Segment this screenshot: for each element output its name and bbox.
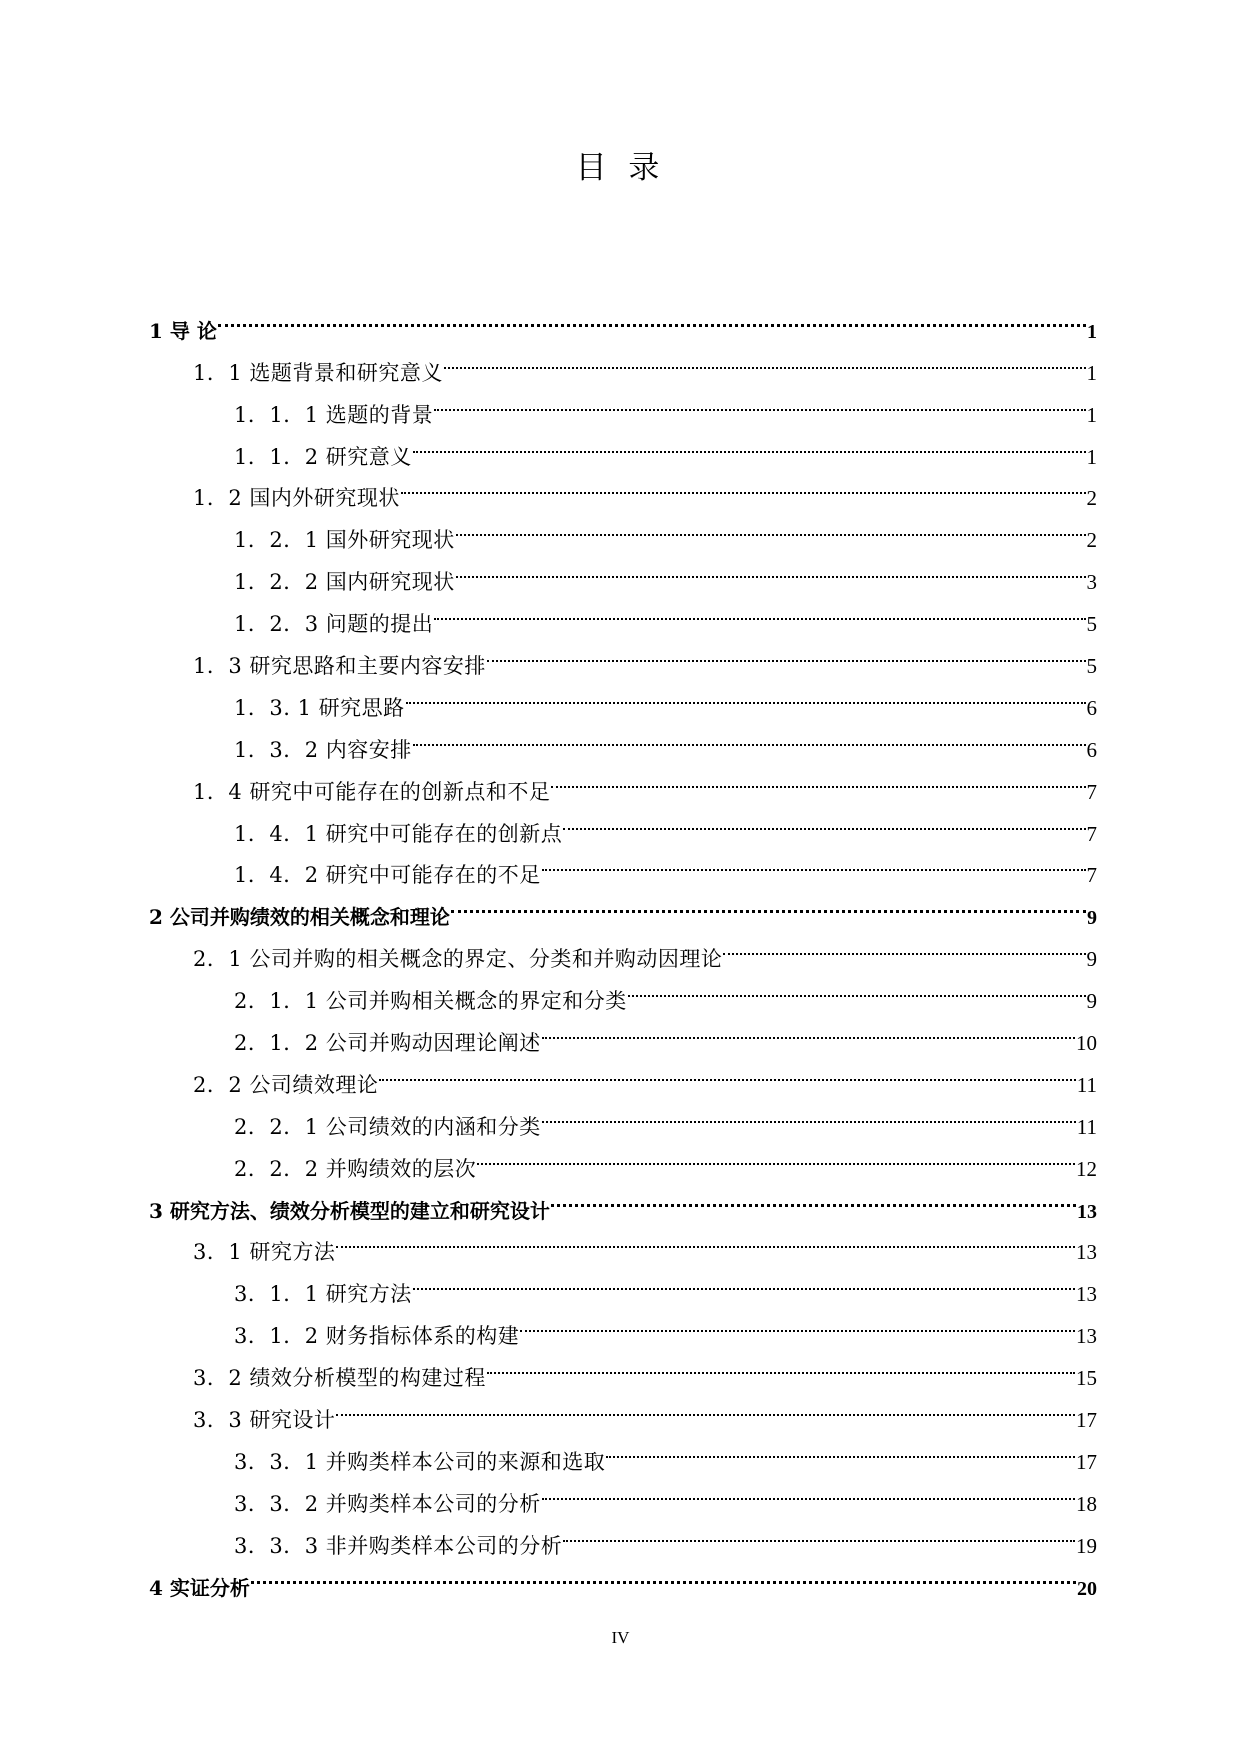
dot-leader xyxy=(542,1008,1075,1050)
dot-leader xyxy=(487,1343,1075,1385)
dot-leader xyxy=(542,841,1086,883)
toc-entry-page-number: 1 xyxy=(1087,320,1097,343)
toc-entry-text: 3．3．1 并购类样本公司的来源和选取 xyxy=(234,1449,606,1474)
toc-entry-page-number: 10 xyxy=(1076,1031,1097,1056)
dot-leader xyxy=(406,673,1086,715)
toc-entry-text: 1．3．2 内容安排 xyxy=(234,737,412,762)
dot-leader xyxy=(563,1511,1075,1553)
dot-leader xyxy=(542,1469,1075,1511)
toc-entry-text: 1．2．1 国外研究现状 xyxy=(234,528,455,553)
toc-entry-page-number: 6 xyxy=(1086,737,1097,762)
toc-entry-page-number: 20 xyxy=(1077,1577,1097,1600)
toc-entry-page-number: 1 xyxy=(1086,444,1097,469)
dot-leader xyxy=(456,505,1086,547)
toc-entry-text: 3．3．3 非并购类样本公司的分析 xyxy=(234,1533,563,1558)
toc-entry-page-number: 9 xyxy=(1086,989,1097,1014)
toc-entry-text: 3．1．2 财务指标体系的构建 xyxy=(234,1324,520,1349)
dot-leader xyxy=(542,1092,1076,1134)
dot-leader xyxy=(401,464,1086,506)
dot-leader xyxy=(379,1050,1075,1092)
toc-entry-text: 4 实证分析 xyxy=(149,1575,250,1600)
dot-leader xyxy=(456,547,1086,589)
toc-entry-page-number: 2 xyxy=(1086,528,1097,553)
toc-entry-text: 1．3 研究思路和主要内容安排 xyxy=(193,654,486,679)
toc-entry-text: 3．3．2 并购类样本公司的分析 xyxy=(234,1491,541,1516)
toc-entry-text: 3．3 研究设计 xyxy=(193,1408,336,1433)
toc-entry-page-number: 17 xyxy=(1076,1408,1097,1433)
dot-leader xyxy=(413,422,1086,464)
toc-entry-page-number: 7 xyxy=(1086,821,1097,846)
toc-entry-page-number: 17 xyxy=(1076,1449,1097,1474)
dot-leader xyxy=(477,1134,1075,1176)
toc-entry-page-number: 7 xyxy=(1086,779,1097,804)
toc-entry-text: 1．4 研究中可能存在的创新点和不足 xyxy=(193,779,551,804)
dot-leader xyxy=(487,631,1086,673)
toc-entry-text: 1．2．3 问题的提出 xyxy=(234,612,434,637)
toc-entry-page-number: 11 xyxy=(1076,1114,1097,1139)
toc-entry-page-number: 3 xyxy=(1086,570,1097,595)
toc-entry-page-number: 7 xyxy=(1086,863,1097,888)
toc-entry-page-number: 13 xyxy=(1076,1240,1097,1265)
toc-entry-text: 2．2 公司绩效理论 xyxy=(193,1072,379,1097)
dot-leader xyxy=(336,1218,1075,1260)
toc-entry-text: 3．2 绩效分析模型的构建过程 xyxy=(193,1366,486,1391)
toc-title: 目 录 xyxy=(575,150,666,186)
toc-entry-text: 1．4．1 研究中可能存在的创新点 xyxy=(234,821,563,846)
toc-entry-page-number: 12 xyxy=(1076,1156,1097,1181)
dot-leader xyxy=(434,589,1085,631)
dot-leader xyxy=(336,1385,1075,1427)
toc-entry-text: 2．1．2 公司并购动因理论阐述 xyxy=(234,1031,541,1056)
dot-leader xyxy=(434,380,1085,422)
toc-entry-text: 3 研究方法、绩效分析模型的建立和研究设计 xyxy=(149,1198,550,1223)
toc-entry-text: 2 公司并购绩效的相关概念和理论 xyxy=(149,905,450,930)
toc-entry-page-number: 19 xyxy=(1076,1533,1097,1558)
dot-leader xyxy=(606,1427,1075,1469)
toc-entry-page-number: 9 xyxy=(1087,907,1097,930)
toc-entry-text: 2．1 公司并购的相关概念的界定、分类和并购动因理论 xyxy=(193,947,723,972)
dot-leader xyxy=(251,1553,1076,1595)
dot-leader xyxy=(451,882,1086,924)
dot-leader xyxy=(413,1259,1075,1301)
toc-entry-page-number: 5 xyxy=(1086,654,1097,679)
toc-entry-text: 1．1．2 研究意义 xyxy=(234,444,412,469)
toc-entry-page-number: 1 xyxy=(1086,360,1097,385)
toc-entry-page-number: 11 xyxy=(1076,1072,1097,1097)
toc-entry-page-number: 2 xyxy=(1086,486,1097,511)
toc-entry-page-number: 13 xyxy=(1076,1324,1097,1349)
dot-leader xyxy=(413,715,1086,757)
toc-entry-text: 1．1．1 选题的背景 xyxy=(234,402,434,427)
toc-entry[interactable] xyxy=(149,338,1097,385)
table-of-contents xyxy=(149,296,1097,1600)
toc-entry-text: 3．1．1 研究方法 xyxy=(234,1282,412,1307)
toc-entry-text: 3．1 研究方法 xyxy=(193,1240,336,1265)
dot-leader xyxy=(723,924,1085,966)
toc-entry[interactable] xyxy=(149,296,1097,343)
toc-entry-page-number: 13 xyxy=(1077,1200,1097,1223)
toc-entry-text: 2．2．2 并购绩效的层次 xyxy=(234,1156,477,1181)
toc-entry-text: 1 导 论 xyxy=(149,318,217,343)
dot-leader xyxy=(563,799,1085,841)
dot-leader xyxy=(218,296,1086,338)
toc-entry-text: 1．4．2 研究中可能存在的不足 xyxy=(234,863,541,888)
toc-entry-text: 1．1 选题背景和研究意义 xyxy=(193,360,443,385)
toc-entry-text: 1．3. 1 研究思路 xyxy=(234,695,405,720)
toc-entry-page-number: 9 xyxy=(1086,947,1097,972)
toc-entry-page-number: 6 xyxy=(1086,695,1097,720)
toc-entry-page-number: 15 xyxy=(1076,1366,1097,1391)
dot-leader xyxy=(444,338,1086,380)
toc-entry[interactable] xyxy=(149,1553,1097,1600)
toc-entry-text: 2．1．1 公司并购相关概念的界定和分类 xyxy=(234,989,627,1014)
dot-leader xyxy=(551,1176,1076,1218)
dot-leader xyxy=(551,757,1085,799)
toc-entry-page-number: 18 xyxy=(1076,1491,1097,1516)
toc-entry-page-number: 5 xyxy=(1086,612,1097,637)
toc-entry-page-number: 1 xyxy=(1086,402,1097,427)
toc-entry-text: 1．2．2 国内研究现状 xyxy=(234,570,455,595)
toc-entry-text: 1．2 国内外研究现状 xyxy=(193,486,400,511)
toc-entry-text: 2．2．1 公司绩效的内涵和分类 xyxy=(234,1114,541,1139)
dot-leader xyxy=(520,1301,1075,1343)
footer-page-number: IV xyxy=(611,1628,630,1647)
dot-leader xyxy=(628,966,1086,1008)
toc-entry-page-number: 13 xyxy=(1076,1282,1097,1307)
